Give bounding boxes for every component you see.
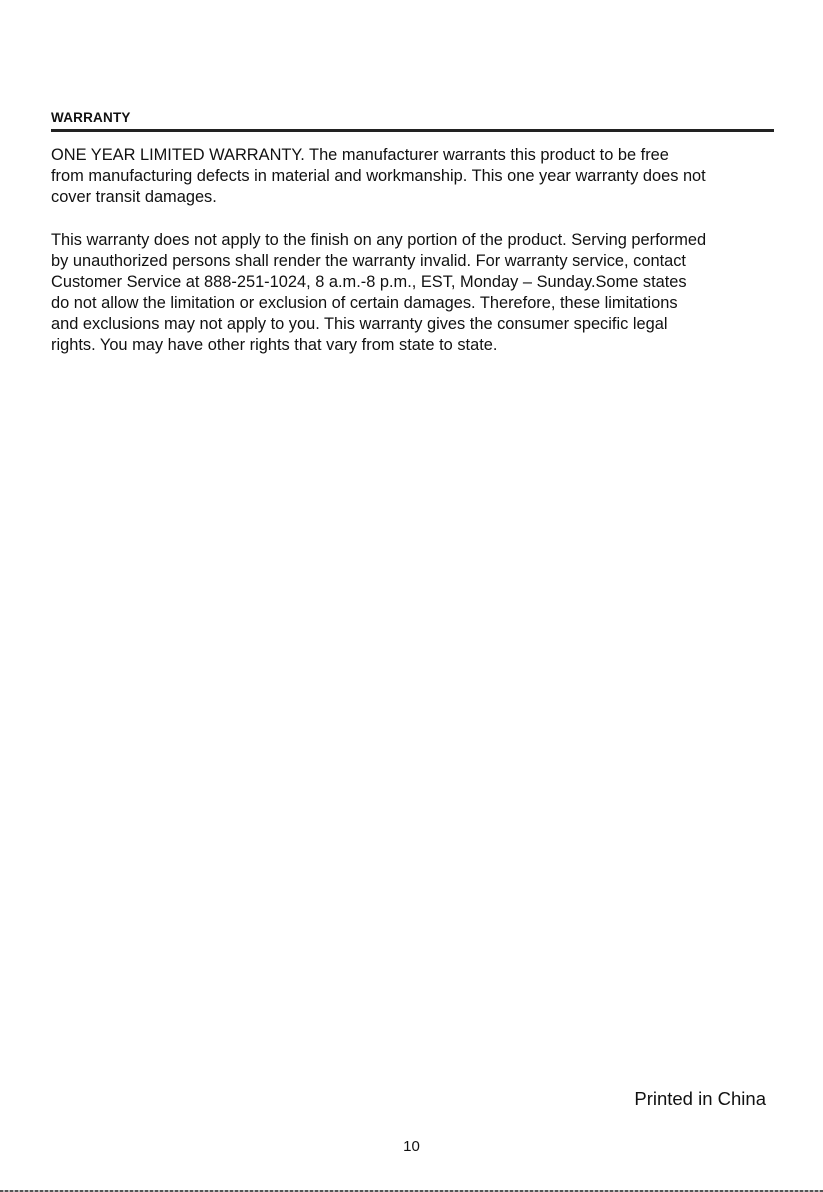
paragraph-line: ONE YEAR LIMITED WARRANTY. The manufacturer warrants this product to be free bbox=[51, 146, 669, 164]
paragraph-line: and exclusions may not apply to you. This warranty gives the consumer specific legal bbox=[51, 315, 668, 333]
paragraph-line: This warranty does not apply to the finish on any portion of the product. Serving performed bbox=[51, 231, 707, 249]
page-number: 10 bbox=[403, 1138, 420, 1155]
warranty-paragraph-1 bbox=[51, 145, 779, 208]
paragraph-line: rights. You may have other rights that vary from state to state. bbox=[51, 336, 498, 354]
printed-in-label: Printed in China bbox=[634, 1088, 766, 1109]
paragraph-line: cover transit damages. bbox=[51, 188, 217, 206]
paragraph-line: Customer Service at 888-251-1024, 8 a.m.-8 p.m., EST, Monday – Sunday.Some states bbox=[51, 273, 687, 291]
warranty-paragraph-2 bbox=[51, 230, 779, 356]
paragraph-line: from manufacturing defects in material and workmanship. This one year warranty does not bbox=[51, 167, 706, 185]
section-heading: WARRANTY bbox=[51, 110, 131, 125]
heading-rule bbox=[51, 129, 774, 132]
paragraph-line: do not allow the limitation or exclusion of certain damages. Therefore, these limitations bbox=[51, 294, 678, 312]
paragraph-line: by unauthorized persons shall render the warranty invalid. For warranty service, contact bbox=[51, 252, 686, 270]
